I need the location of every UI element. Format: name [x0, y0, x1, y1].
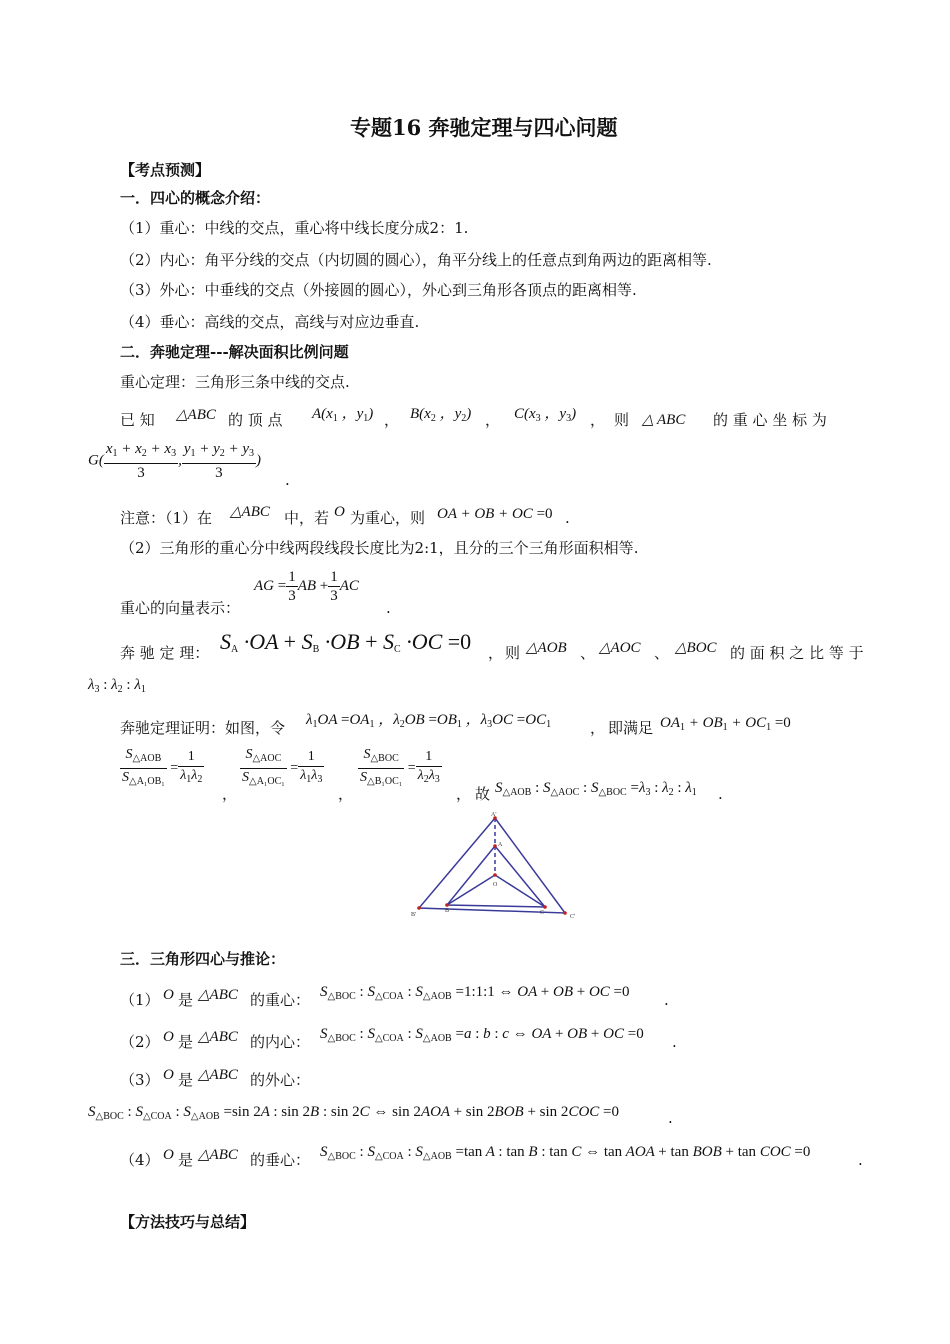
math-triangle-aoc: △AOC	[599, 640, 641, 656]
section-3-heading: 三．三角形四心与推论：	[120, 950, 286, 968]
math-point-o: O	[163, 987, 174, 1003]
math-lambda-ratio: $\lambda_3$ : $\lambda_2$ : $\lambda_1$	[88, 677, 146, 695]
note-1-mid2: 为重心，则	[350, 509, 426, 527]
segment-oc	[495, 875, 545, 907]
corollary-number: （2）	[120, 1033, 160, 1051]
math-incenter-corollary: $S_{\triangle BOC}$ : $S_{\triangle COA}$ : $S_{\triangle AOB} =a$ : b : c ⇔ OA + OB + OC =0	[320, 1026, 644, 1044]
theorem-tail: 的 面 积 之 比 等 于	[730, 644, 864, 662]
label-a: A	[498, 842, 503, 848]
math-circumcenter-corollary: $S_{\triangle BOC}$ : $S_{\triangle COA}$ : $S_{\triangle AOB} =\sin$ 2A : sin 2B : sin 2C ⇔ sin 2AOA + sin 2BOB + sin 2COC =0	[88, 1104, 619, 1122]
math-triangle-abc: △ABC	[198, 1067, 238, 1083]
corollary-is: 是	[178, 1071, 194, 1089]
comma: ，	[222, 785, 238, 803]
math-centroid-corollary: $S_{\triangle BOC}$ : $S_{\triangle COA}$ : $S_{\triangle AOB}$ =1:1:1 ⇔ OA + OB + OC =0	[320, 984, 630, 1002]
centroid-definition: 重心定理：三角形三条中线的交点.	[120, 373, 350, 391]
label-a-prime: A'	[491, 812, 497, 818]
period: .	[285, 471, 290, 489]
corollary-kind: 的内心：	[250, 1033, 311, 1051]
math-centroid-coords: G( $\frac{x_1 + x_2 + x_3}{3}$ , $\frac{y_1 + y_2 + y_3}{3}$ )	[88, 441, 262, 481]
label-b-prime: B'	[411, 912, 417, 918]
note-2: （2）三角形的重心分中线两段线段长度比为2:1，且分的三个三角形面积相等.	[120, 539, 639, 557]
note-1-mid: 中，若	[284, 509, 330, 527]
math-vector-sum: OA + OB + OC =0	[437, 506, 553, 522]
comma: ，	[488, 644, 504, 662]
list-item: （1）重心：中线的交点，重心将中线长度分成2：1.	[120, 219, 469, 237]
note-1-prefix: 注意：（1）在	[120, 509, 213, 527]
corollary-is: 是	[178, 991, 194, 1009]
section-2-heading: 二．奔驰定理---解决面积比例问题	[120, 343, 349, 361]
math-orthocenter-corollary: $S_{\triangle BOC}$ : $S_{\triangle COA}$ : $S_{\triangle AOB} =\tan$ A : tan B : tan C ⇔ tan AOA + tan BOB + tan COC =0	[320, 1144, 811, 1162]
math-centroid-vector: AG = $\frac{1}{3}$ AB + $\frac{1}{3}$ AC	[254, 569, 359, 605]
corollary-kind: 的外心：	[250, 1071, 311, 1089]
vertices-intro: 已 知	[120, 411, 155, 429]
period: .	[668, 1109, 673, 1127]
list-item: （3）外心：中垂线的交点（外接圆的圆心），外心到三角形各顶点的距离相等.	[120, 281, 637, 299]
math-triangle-abc: △ABC	[176, 407, 216, 423]
list-item: （4）垂心：高线的交点，高线与对应边垂直.	[120, 313, 420, 331]
corollary-is: 是	[178, 1033, 194, 1051]
label-b: B	[445, 908, 450, 914]
triangle-figure	[405, 810, 585, 925]
math-point-o: O	[163, 1029, 174, 1045]
period: .	[565, 509, 570, 527]
comma: ，	[384, 411, 400, 429]
section-label: 【考点预测】	[120, 161, 211, 179]
vector-label: 重心的向量表示：	[120, 599, 241, 617]
math-area-ratio-2: $\frac{S_{\triangle AOC}}{S_{\triangle A_1OC_1}}$ = $\frac{1}{\lambda_1\lambda_3}$	[242, 747, 323, 787]
corollary-is: 是	[178, 1151, 194, 1169]
outer-triangle	[419, 818, 565, 913]
math-area-ratio-3: $\frac{S_{\triangle BOC}}{S_{\triangle B_1OC_1}}$ = $\frac{1}{\lambda_2\lambda_3}$	[360, 747, 440, 787]
page-title: 专题16 奔驰定理与四心问题	[350, 115, 618, 140]
segment-ob	[447, 875, 495, 905]
math-triangle-abc: △ABC	[230, 504, 270, 520]
theorem-label: 奔 驰 定 理：	[120, 644, 210, 662]
vertices-then: 则	[614, 411, 630, 429]
corollary-number: （1）	[120, 991, 160, 1009]
period: .	[672, 1033, 677, 1051]
label-c: C	[540, 910, 545, 916]
math-point-o: O	[334, 504, 345, 520]
math-point-b: $B(x_2$ ，$y_2$)	[410, 406, 472, 424]
math-proof-sum: $OA_1 + OB_1 + OC_1 =0$	[660, 715, 791, 733]
label-o: O	[493, 882, 498, 888]
separator: 、	[580, 644, 596, 662]
comma: ，	[590, 411, 606, 429]
math-triangle-abc: △ABC	[198, 1147, 238, 1163]
theorem-then: 则	[505, 644, 521, 662]
proof-so: 故	[475, 785, 491, 803]
math-triangle-boc: △BOC	[675, 640, 717, 656]
math-benz-theorem: $S_A \cdot OA + S_B \cdot OB + S_C \cdot OC =0$	[220, 629, 472, 655]
math-point-c: $C(x_3$ ，$y_3$)	[514, 406, 577, 424]
comma: ，	[338, 785, 354, 803]
math-proof-result: $S_{\triangle AOB}$ : $S_{\triangle AOC}$ : $S_{\triangle BOC} =\lambda_3$ : $\lambda_2$ : $\lambda_1$	[495, 780, 697, 798]
period: .	[664, 991, 669, 1009]
math-point-o: O	[163, 1147, 174, 1163]
comma: ，	[485, 411, 501, 429]
corollary-kind: 的重心：	[250, 991, 311, 1009]
vertices-mid: 的 顶 点	[228, 411, 283, 429]
vertices-tail: 的 重 心 坐 标 为	[713, 411, 827, 429]
comma: ，	[590, 719, 606, 737]
corollary-kind: 的垂心：	[250, 1151, 311, 1169]
period: .	[858, 1151, 863, 1169]
label-c-prime: C'	[570, 914, 576, 920]
comma: ，	[456, 785, 472, 803]
corollary-number: （4）	[120, 1151, 160, 1169]
period: .	[718, 785, 723, 803]
section-1-heading: 一．四心的概念介绍：	[120, 189, 271, 207]
separator: 、	[654, 644, 670, 662]
math-proof-def: $\lambda_1OA =OA_1$ ，$\lambda_2OB =OB_1$ ，$\lambda_3OC =OC_1$	[306, 712, 552, 730]
math-triangle-abc: △ABC	[198, 987, 238, 1003]
math-triangle-abc: △ ABC	[642, 412, 686, 428]
math-area-ratio-1: $\frac{S_{\triangle AOB}}{S_{\triangle A_1OB_1}}$ = $\frac{1}{\lambda_1\lambda_2}$	[122, 747, 203, 787]
proof-mid: 即满足	[608, 719, 654, 737]
math-point-a: $A(x_1$ ，$y_1$)	[312, 406, 374, 424]
period: .	[386, 599, 391, 617]
math-point-o: O	[163, 1067, 174, 1083]
methods-label: 【方法技巧与总结】	[120, 1213, 256, 1231]
math-triangle-aob: △AOB	[526, 640, 567, 656]
math-triangle-abc: △ABC	[198, 1029, 238, 1045]
list-item: （2）内心：角平分线的交点（内切圆的圆心），角平分线上的任意点到角两边的距离相等.	[120, 251, 712, 269]
corollary-number: （3）	[120, 1071, 160, 1089]
proof-label: 奔驰定理证明：如图，令	[120, 719, 286, 737]
